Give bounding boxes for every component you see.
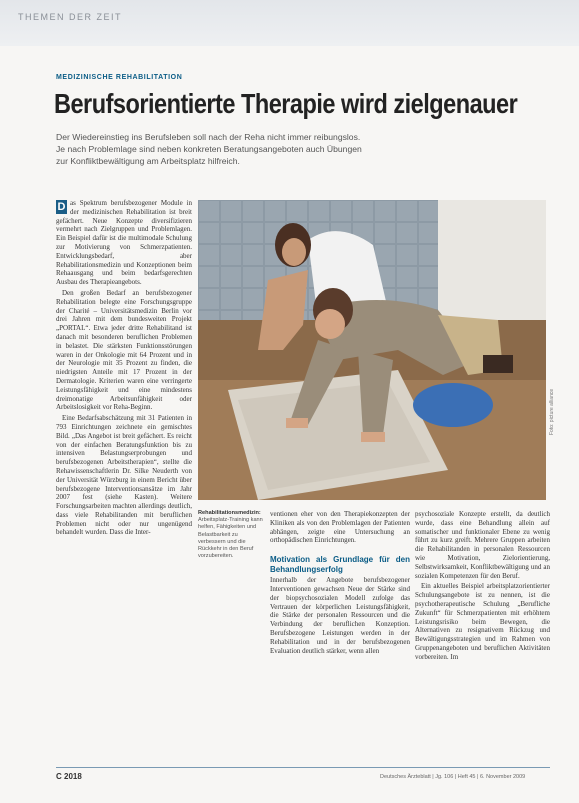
text-column-3 — [270, 510, 410, 655]
section-header-band — [0, 0, 579, 46]
paragraph: D as Spektrum berufsbezogener Module in der medizinischen Rehabilitation ist breit gefächert. Neue Konzepte diversifizieren vermehrt nach Zielgruppen und Problemlagen. Ein Beispiel dafür ist die multimodale Schulung zur Motivierung von Schmerzpatienten. Entwicklungsbedarf, aber Rehabilitationsmedizin und Konzeptionen beim Rehaausgang und beim bedarfsgerechten Ausbau des Therapieangebots. — [56, 199, 192, 287]
article-subheading: Motivation als Grundlage für den Behandlungserfolg — [270, 555, 410, 574]
paragraph: Innerhalb der Angebote berufsbezogener Interventionen gewachsen Neue der Stärke sind der biopsychosozialen Modell zufolge das Vertrauen der körperlichen Leistungsfähigkeit, die Stärke der personalen Ressourcen und die Verbindung der beruflichen Konzeption. Berufsbezogene Leistungen werden in der Rehabilitation und in der berufsbezogenen Evaluation deutlich stärker, wenn allen — [270, 576, 410, 655]
lead-line: Je nach Problemlage sind neben konkreten Beratungsangeboten auch Übungen — [56, 144, 362, 154]
paragraph: Eine Bedarfsabschätzung mit 31 Patienten in 793 Einrichtungen zeichnete ein gemischtes Bild. „Das Angebot ist breit gefächert. Es reicht von der einfachen Beratungsfunktion bis zu intensiven Belastungserprobungen und berufsbezogenen Arbeitstherapien“, stellte die Rehawissenschaftlerin Dr. Silke Neuderth von der Universität Würzburg in einem Bericht über berufsbezogene Interventionsansätze im Jahr 2007 fest (siehe Kasten). Weitere Forschungsarbeiten machten allerdings deutlich, dass viele Rehabilitanden mit beruflichen Problemen nicht oder nur ungenügend behandelt wurden. Dass die Inter- — [56, 414, 192, 537]
footer-rule — [56, 767, 550, 768]
text-column-4 — [415, 510, 550, 662]
caption-title: Rehabilitationsmedizin: — [198, 510, 261, 516]
paragraph: psychosoziale Konzepte erstellt, da deutlich wurde, dass eine Behandlung allein auf somatischer und funktionaler Ebene zu wenig führt zu kurz greift. Mehrere Gruppen arbeiten die Rehabilitanden in personalen Ressourcen wie Motivation, Zielorientierung, Selbstwirksamkeit, Konfliktbewältigung und an sozialen Kompetenzen für den Beruf. — [415, 510, 550, 580]
lead-line: zur Konfliktbewältigung am Arbeitsplatz hilfreich. — [56, 156, 240, 166]
paragraph: Ein aktuelles Beispiel arbeitsplatzorientierter Schulungsangebote ist zu nennen, ist die psychotherapeutische Schulung „Berufliche Zukunft“ für Schmerzpatienten mit erhöhtem Leistungsrisiko beim Bewegen, die Alternativen zu resignativem Rückzug und Bewältigungsstrategien und im Rahmen von Gruppenangeboten und beruflichen Aktivitäten vorbereiten. Im — [415, 582, 550, 661]
lead-line: Der Wiedereinstieg ins Berufsleben soll nach der Reha nicht immer reibungslos. — [56, 132, 361, 142]
article-title: Berufsorientierte Therapie wird zielgenauer — [54, 88, 518, 119]
page-number: C 2018 — [56, 772, 82, 781]
photo-credit: Foto: picture alliance — [549, 388, 555, 435]
section-label: THEMEN DER ZEIT — [18, 12, 123, 22]
article-kicker: MEDIZINISCHE REHABILITATION — [56, 74, 183, 81]
paragraph: Den großen Bedarf an berufsbezogener Rehabilitation belegte eine Forschungsgruppe der Charité – Universitätsmedizin Berlin vor drei Jahren mit dem bundesweiten Projekt „PORTAL“. Etwa jeder dritte Rehabilitand ist danach mit besonderen beruflichen Problemen in belastet. Die stärksten Funktionsstörungen waren in der Onkologie mit 64 Prozent und in der Neurologie mit 35 Prozent zu finden, die niedrigsten Anteile mit 17 Prozent in der Dermatologie. Kriterien waren eine verringerte Leistungsfähigkeit und eine mindestens dreimonatige Arbeitsunfähigkeit oder Arbeitslosigkeit vor Reha-Beginn. — [56, 288, 192, 412]
text-column-1 — [56, 199, 192, 537]
drop-cap: D — [57, 201, 66, 213]
journal-citation: Deutsches Ärzteblatt | Jg. 106 | Heft 45 | 6. November 2009 — [380, 774, 526, 780]
article-lead — [56, 131, 546, 167]
therapy-photo — [198, 200, 546, 500]
photo-caption — [198, 510, 264, 560]
caption-text: Arbeitsplatz-Training kann helfen, Fähigkeiten und Belastbarkeit zu verbessern und die Rückkehr in den Beruf vorzubereiten. — [198, 517, 263, 560]
therapy-scene-illustration — [198, 200, 546, 500]
paragraph: ventionen eher von den Therapiekonzepten der Kliniken als von den Problemlagen der Patienten abhängen, zeigte eine Untersuchung an orthopädischen Einrichtungen. — [270, 510, 410, 545]
